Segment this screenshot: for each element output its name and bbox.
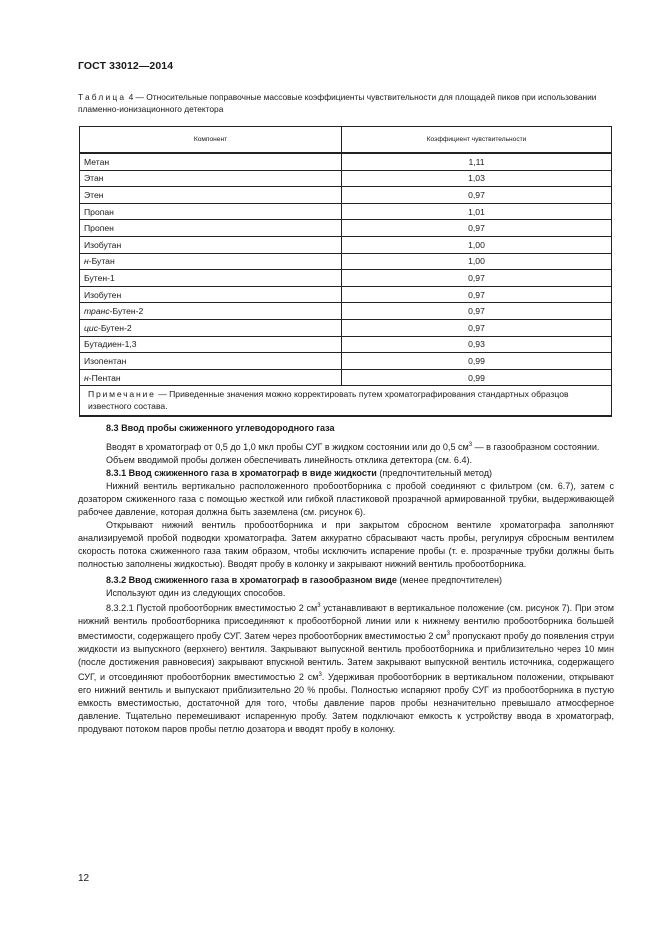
document-header: ГОСТ 33012—2014 [78,60,174,72]
table-row [80,236,612,253]
component-cell: цис-Бутен-2 [80,319,342,336]
component-cell: Изопентан [80,353,342,370]
component-cell: н-Бутан [80,253,342,270]
table-caption-label: Таблица [78,92,127,102]
coefficient-cell: 0,97 [342,220,612,237]
paragraph-filling: Открывают нижний вентиль пробоотборника и при закрытом сбросном вентиле хроматографа заполняют анализируемой пробой подводки хроматографа. Затем аккуратно сбрасывают часть пробы, регулируя сбросным вентилем скорость потока сжиженного газа таким образом, чтобы исключить испарение пробы (т. е. прозрачные трубки должны быть полностью заполнены жидкостью). Вводят пробу в колонку и закрывают нижний вентиль пробоотборника. [78,520,614,570]
component-cell: транс-Бутен-2 [80,303,342,320]
table-row [80,353,612,370]
coefficient-cell: 0,97 [342,270,612,287]
table-body [80,153,612,386]
table-note [80,386,612,417]
coefficient-cell: 1,00 [342,253,612,270]
table-row [80,187,612,204]
table-note-text: — Приведенные значения можно корректировать путем хроматографирования стандартных образцов известного состава. [88,389,569,411]
component-cell: Этан [80,170,342,187]
table-row [80,270,612,287]
page-number: 12 [78,873,90,884]
section-8-3-2-heading: 8.3.2 Ввод сжиженного газа в хроматограф в газообразном виде (менее предпочтителен) [106,574,502,585]
coefficient-cell: 1,03 [342,170,612,187]
coefficient-cell: 1,11 [342,153,612,170]
component-cell: Пропен [80,220,342,237]
coefficient-cell: 0,93 [342,336,612,353]
table-row [80,253,612,270]
component-cell: Бутен-1 [80,270,342,287]
coefficient-cell: 0,97 [342,187,612,204]
paragraph-connection: Нижний вентиль вертикально расположенного пробоотборника с пробой соединяют с фильтром (см. 6.7), затем с дозатором сжиженного газа с помощью жесткой или гибкой пластиковой прозрачной армированной трубки, выдерживающей рабочее давление, которая должна быть заземлена (см. рисунок 6). [78,481,614,518]
section-8-3 [78,422,614,736]
component-cell: Метан [80,153,342,170]
coefficient-cell: 0,97 [342,303,612,320]
component-cell: Бутадиен-1,3 [80,336,342,353]
paragraph-8-3-2-1: 8.3.2.1 Пустой пробоотборник вместимостью 2 $см^3$ устанавливают в вертикальное положение (см. рисунок 7). При этом нижний вентиль пробоотборника присоединяют к пробоотборной линии или к нижнему вентилю пробоотборника большей вместимости, содержащего пробу СУГ. Затем через пробоотборник вместимостью 2 $см^3$ пропускают пробу до появления струи жидкости из выпускного (верхнего) вентиля. Закрывают выпускной вентиль пробоотборника и приблизительно через 10 мин (после достижения равновесия) закрывают впускной вентиль. Затем закрывают выпускной вентиль источника, содержащего СУГ, и отсоединяют пробоотборник вместимостью 2 $см^3$. Удерживая пробоотборник в вертикальном положении, открывают его нижний вентиль и выпускают приблизительно 20 % пробы. Полностью испаряют пробу СУГ из пробоотборника в пустую емкость вместимостью, достаточной для того, чтобы давление паров пробы незначительно превышало атмосферное давление. Тщательно перемешивают испаренную пробу. Затем подключают емкость к устройству ввода в хроматограф, продувают потоком паров пробы петлю дозатора и вводят пробу в колонку. [78,602,614,735]
table-row [80,319,612,336]
column-header-component: Компонент [80,127,342,154]
coefficient-cell: 1,00 [342,236,612,253]
table-row [80,336,612,353]
paragraph-injection-volume: Вводят в хроматограф от 0,5 до 1,0 мкл пробы СУГ в жидком состоянии или до 0,5 $см^3$ — в газообразном состоянии. [106,442,600,453]
table-row [80,170,612,187]
component-cell: Изобутен [80,286,342,303]
table-row [80,303,612,320]
table-caption-text: 4 — Относительные поправочные массовые коэффициенты чувствительности для площадей пиков при использовании пламенно-ионизационного детектора [78,92,597,114]
coefficient-cell: 0,97 [342,286,612,303]
paragraph-linearity: Объем вводимой пробы должен обеспечивать линейность отклика детектора (см. 6.4). [106,455,473,466]
coefficient-cell: 0,99 [342,369,612,386]
coefficient-table [79,126,612,417]
table-row [80,203,612,220]
component-cell: Этен [80,187,342,204]
table-row [80,220,612,237]
column-header-coefficient: Коэффициент чувствительности [342,127,612,154]
paragraph-methods: Используют один из следующих способов. [106,587,286,598]
table-row [80,153,612,170]
table-caption [78,91,613,115]
table-note-label: Примечание [88,389,156,400]
component-cell: Изобутан [80,236,342,253]
coefficient-cell: 1,01 [342,203,612,220]
component-cell: н-Пентан [80,369,342,386]
coefficient-cell: 0,97 [342,319,612,336]
table-row [80,369,612,386]
section-8-3-heading: 8.3 Ввод пробы сжиженного углеводородного газа [106,423,335,433]
component-cell: Пропан [80,203,342,220]
table-row [80,286,612,303]
coefficient-cell: 0,99 [342,353,612,370]
section-8-3-1-heading: 8.3.1 Ввод сжиженного газа в хроматограф в виде жидкости (предпочтительный метод) [106,468,493,479]
